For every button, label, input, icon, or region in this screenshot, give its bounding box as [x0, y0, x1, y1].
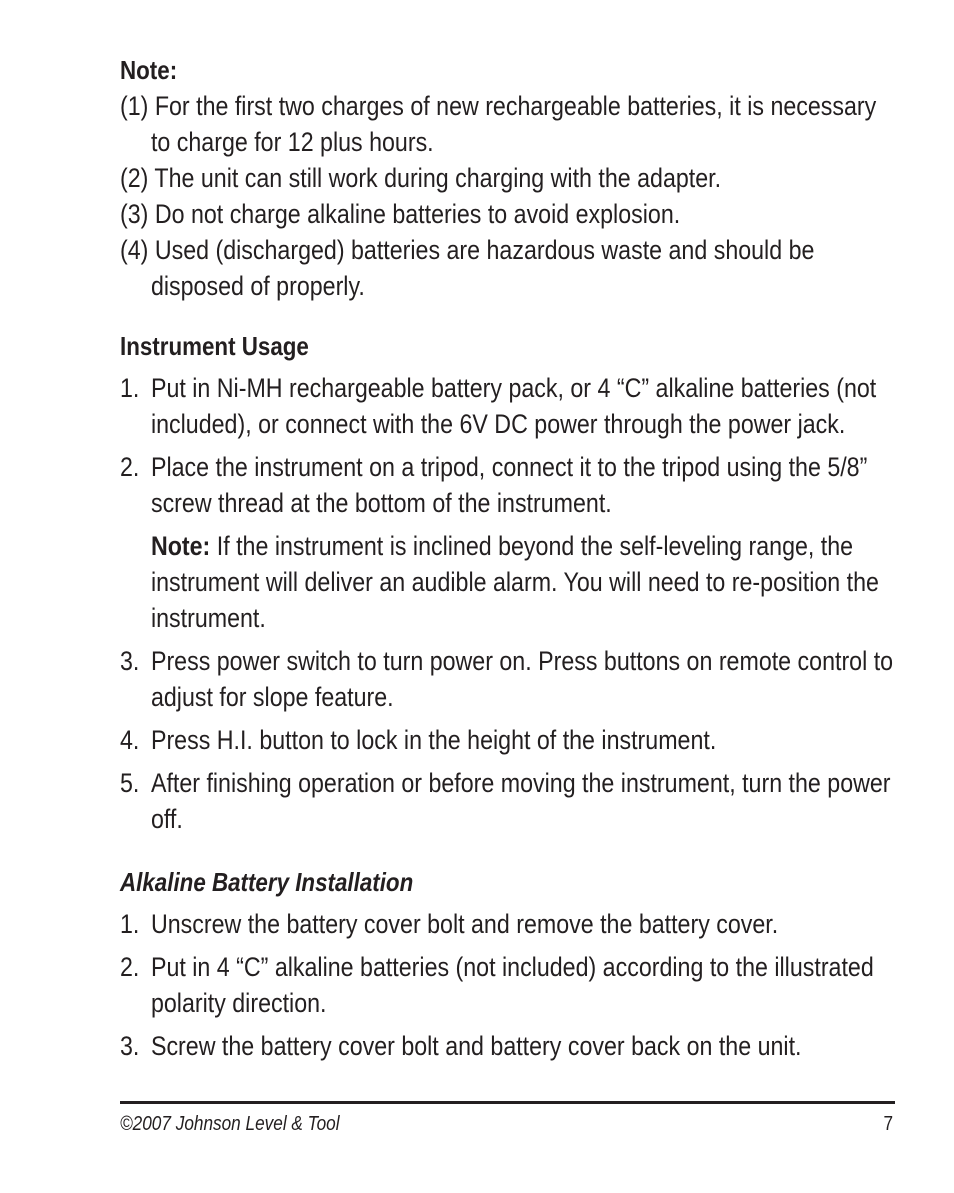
- manual-page: [120, 52, 895, 1071]
- list-item: [120, 370, 895, 442]
- list-item: [120, 1028, 895, 1064]
- sub-note-label: Note:: [150, 531, 211, 561]
- item-number: 5.: [120, 768, 140, 798]
- list-item: [120, 906, 895, 942]
- battery-heading: Alkaline Battery Installation: [120, 867, 414, 897]
- list-item: [120, 722, 895, 758]
- item-text: Press power switch to turn power on. Press buttons on remote control to adjust for slope feature.: [150, 646, 894, 712]
- note-section: [120, 52, 895, 304]
- note-item: (1) For the first two charges of new rechargeable batteries, it is necessary to charge for 12 plus hours.: [120, 91, 877, 157]
- usage-sub-note: [120, 528, 895, 636]
- list-item: [120, 765, 895, 837]
- battery-section: [120, 864, 895, 1064]
- item-text: Put in 4 “C” alkaline batteries (not included) according to the illustrated polarity direction.: [150, 952, 874, 1018]
- item-text: Screw the battery cover bolt and battery cover back on the unit.: [150, 1031, 802, 1061]
- footer-copyright: ©2007 Johnson Level & Tool: [120, 1113, 340, 1135]
- item-text: Press H.I. button to lock in the height of the instrument.: [150, 725, 717, 755]
- usage-heading: Instrument Usage: [120, 331, 309, 361]
- item-number: 3.: [120, 646, 140, 676]
- item-text: Place the instrument on a tripod, connect it to the tripod using the 5/8” screw thread at the bottom of the instrument.: [150, 452, 868, 518]
- note-heading: Note:: [120, 55, 178, 85]
- item-number: 3.: [120, 1031, 140, 1061]
- list-item: [120, 449, 895, 521]
- item-number: 4.: [120, 725, 140, 755]
- list-item: [120, 949, 895, 1021]
- item-number: 1.: [120, 373, 140, 403]
- battery-list: [120, 906, 895, 1064]
- list-item: [120, 643, 895, 715]
- item-number: 2.: [120, 452, 140, 482]
- footer-divider: [120, 1101, 895, 1104]
- note-list: [120, 88, 895, 304]
- item-number: 1.: [120, 909, 140, 939]
- item-text: Unscrew the battery cover bolt and remove the battery cover.: [150, 909, 779, 939]
- note-item: (3) Do not charge alkaline batteries to avoid explosion.: [120, 199, 681, 229]
- page-number: 7: [883, 1113, 893, 1135]
- item-text: After finishing operation or before moving the instrument, turn the power off.: [150, 768, 891, 834]
- usage-list: [120, 370, 895, 837]
- note-item: (4) Used (discharged) batteries are hazardous waste and should be disposed of properly.: [120, 235, 815, 301]
- sub-note-text: If the instrument is inclined beyond the self-leveling range, the instrument will deliver an audible alarm. You will need to re-position the instrument.: [150, 531, 879, 633]
- item-number: 2.: [120, 952, 140, 982]
- item-text: Put in Ni-MH rechargeable battery pack, or 4 “C” alkaline batteries (not included), or connect with the 6V DC power through the power jack.: [150, 373, 877, 439]
- note-item: (2) The unit can still work during charging with the adapter.: [120, 163, 722, 193]
- usage-section: [120, 328, 895, 837]
